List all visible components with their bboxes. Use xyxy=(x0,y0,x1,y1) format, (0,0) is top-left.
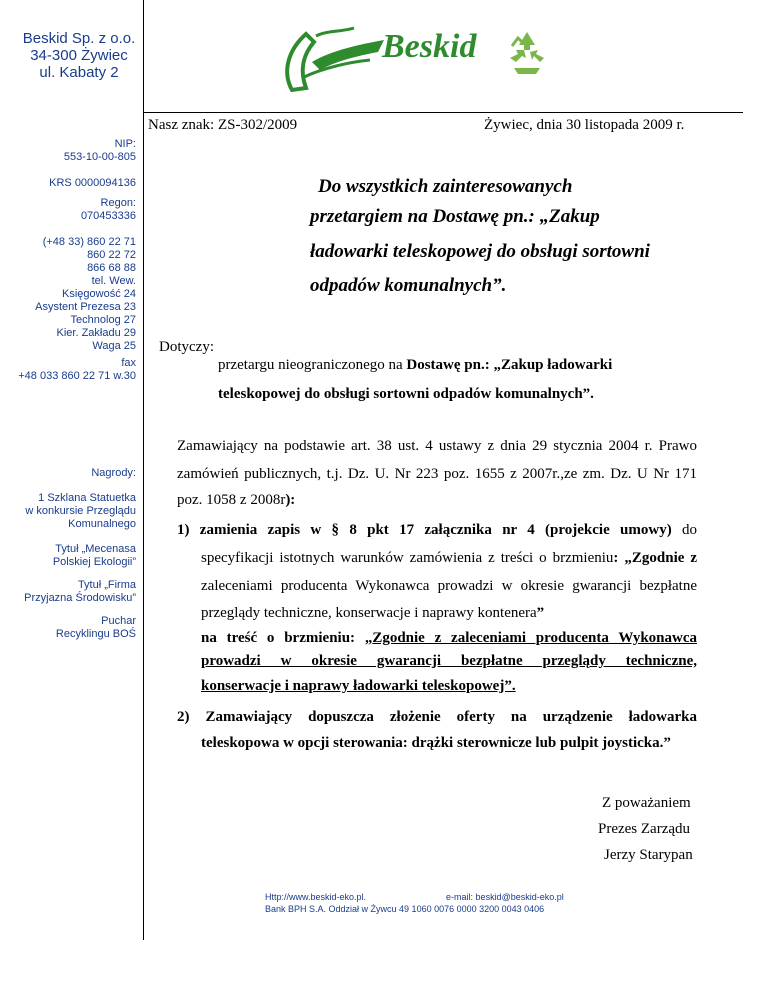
heading-line-4: odpadów komunalnych”. xyxy=(310,275,507,296)
signature-name: Jerzy Starypan xyxy=(604,847,693,863)
phone-line: 860 22 72 xyxy=(87,249,136,261)
company-logo xyxy=(272,22,557,94)
regarding-label: Dotyczy: xyxy=(159,339,214,355)
place-date: Żywiec, dnia 30 listopada 2009 r. xyxy=(484,117,685,133)
item1-quote: : „Zgodnie z xyxy=(613,550,698,566)
krs-value: KRS 0000094136 xyxy=(49,177,136,189)
footer-contact xyxy=(265,891,564,903)
nip-label: NIP: xyxy=(114,138,136,150)
heading-line-3: ładowarki teleskopowej do obsługi sortowni xyxy=(310,241,650,262)
footer-email-link[interactable]: e-mail: beskid@beskid-eko.pl xyxy=(446,892,564,902)
new-text-line-3: konserwacje i naprawy ładowarki teleskopowej”. xyxy=(201,678,516,694)
logo-wordmark: Beskid xyxy=(382,28,477,65)
footer-bank: Bank BPH S.A. Oddział w Żywcu 49 1060 0076 0000 3200 0043 0406 xyxy=(265,904,545,914)
subject-line-1 xyxy=(218,357,612,374)
fax-value: +48 033 860 22 71 w.30 xyxy=(18,370,136,382)
item1-bold: 1) zamienia zapis w § 8 pkt 17 załącznika nr 4 (projekcie umowy) xyxy=(177,522,672,538)
company-postal: 34-300 Żywiec xyxy=(30,47,128,64)
nip-value: 553-10-00-805 xyxy=(63,151,136,163)
item1-line-3: zaleceniami producenta Wykonawca prowadzi w okresie gwarancji bezpłatne xyxy=(201,578,697,594)
new-text-underlined: Zgodnie z zaleceniami producenta Wykonawca xyxy=(372,630,698,646)
award-4 xyxy=(56,615,136,641)
intro-line-1: Zamawiający na podstawie art. 38 ust. 4 ustawy z dnia 29 stycznia 2004 r. Prawo xyxy=(177,438,697,454)
award-1 xyxy=(25,492,136,531)
our-reference: Nasz znak: ZS-302/2009 xyxy=(148,117,298,133)
phone-line: tel. Wew. xyxy=(91,275,136,287)
award-line: Przyjazna Środowisku” xyxy=(24,592,136,604)
footer xyxy=(265,891,564,915)
subject-line-2: teleskopowej do obsługi sortowni odpadów komunalnych”. xyxy=(218,386,594,402)
award-line: Komunalnego xyxy=(68,518,136,530)
regon-block xyxy=(81,197,136,223)
phone-line: Księgowość 24 xyxy=(62,288,136,300)
item1-line-4 xyxy=(201,605,544,622)
new-text-intro: na treść o brzmieniu: „ xyxy=(201,630,373,646)
item1-rest: do xyxy=(671,522,698,538)
company-name: Beskid Sp. z o.o. xyxy=(22,30,136,47)
heading-line-1: Do wszystkich zainteresowanych xyxy=(318,176,573,197)
subject-bold: Dostawę pn.: „Zakup ładowarki xyxy=(406,357,613,373)
award-2 xyxy=(53,543,136,569)
intro-text: poz. 1058 z 2008r xyxy=(177,492,286,508)
phone-line: Technolog 27 xyxy=(70,314,136,326)
item1-text: specyfikacji istotnych warunków zamówienia z treści o brzmieniu xyxy=(201,550,614,566)
item1-close-quote: ” xyxy=(536,605,545,621)
footer-web-link[interactable]: Http://www.beskid-eko.pl. xyxy=(265,892,367,902)
phone-line: Waga 25 xyxy=(92,340,136,352)
header-rule xyxy=(143,112,743,113)
nip-block xyxy=(64,138,136,164)
item1-line-2 xyxy=(201,550,697,567)
intro-line-3 xyxy=(177,492,295,509)
recycle-icon xyxy=(504,28,550,76)
signature-title: Prezes Zarządu xyxy=(598,821,691,837)
signature-greeting: Z poważaniem xyxy=(602,795,691,811)
awards-label: Nagrody: xyxy=(91,467,136,479)
fax-label: fax xyxy=(121,357,136,369)
item2-line-1: 2) Zamawiający dopuszcza złożenie oferty na urządzenie ładowarka xyxy=(177,709,697,725)
company-street: ul. Kabaty 2 xyxy=(39,64,119,81)
phone-line: Asystent Prezesa 23 xyxy=(35,301,136,313)
award-3 xyxy=(24,579,136,605)
award-line: Polskiej Ekologii” xyxy=(52,556,136,568)
regon-value: 070453336 xyxy=(80,210,136,222)
intro-end: ): xyxy=(285,492,296,508)
award-line: Tytuł „Mecenasa xyxy=(55,543,136,555)
item1-line-1 xyxy=(177,522,697,539)
award-line: 1 Szklana Statuetka xyxy=(38,492,136,504)
company-address xyxy=(20,30,138,81)
award-line: Puchar xyxy=(101,615,136,627)
left-margin-rule xyxy=(143,0,144,940)
intro-line-2: zamówień publicznych, t.j. Dz. U. Nr 223 poz. 1655 z 2007r.,ze zm. Dz. U Nr 171 xyxy=(177,466,697,482)
phone-line: 866 68 88 xyxy=(87,262,136,274)
award-line: Tytuł „Firma xyxy=(77,579,136,591)
award-line: Recyklingu BOŚ xyxy=(55,628,136,640)
item1-text-end: przeglądy techniczne, konserwacje i naprawy kontenera xyxy=(201,605,537,621)
heading-line-2: przetargiem na Dostawę pn.: „Zakup xyxy=(310,206,600,227)
new-text-line-1 xyxy=(201,630,697,647)
regon-label: Regon: xyxy=(100,197,136,209)
item2-line-2: teleskopowa w opcji sterowania: drążki sterownicze lub pulpit joysticka.” xyxy=(201,735,671,751)
new-text-line-2: prowadzi w okresie gwarancji bezpłatne przeglądy techniczne, xyxy=(201,653,697,669)
fax-block xyxy=(18,357,136,383)
phone-line: Kier. Zakładu 29 xyxy=(56,327,136,339)
phone-line: (+48 33) 860 22 71 xyxy=(42,236,136,248)
award-line: w konkursie Przeglądu xyxy=(25,505,136,517)
subject-text: przetargu nieograniczonego na xyxy=(218,357,407,373)
phone-list xyxy=(35,236,136,353)
